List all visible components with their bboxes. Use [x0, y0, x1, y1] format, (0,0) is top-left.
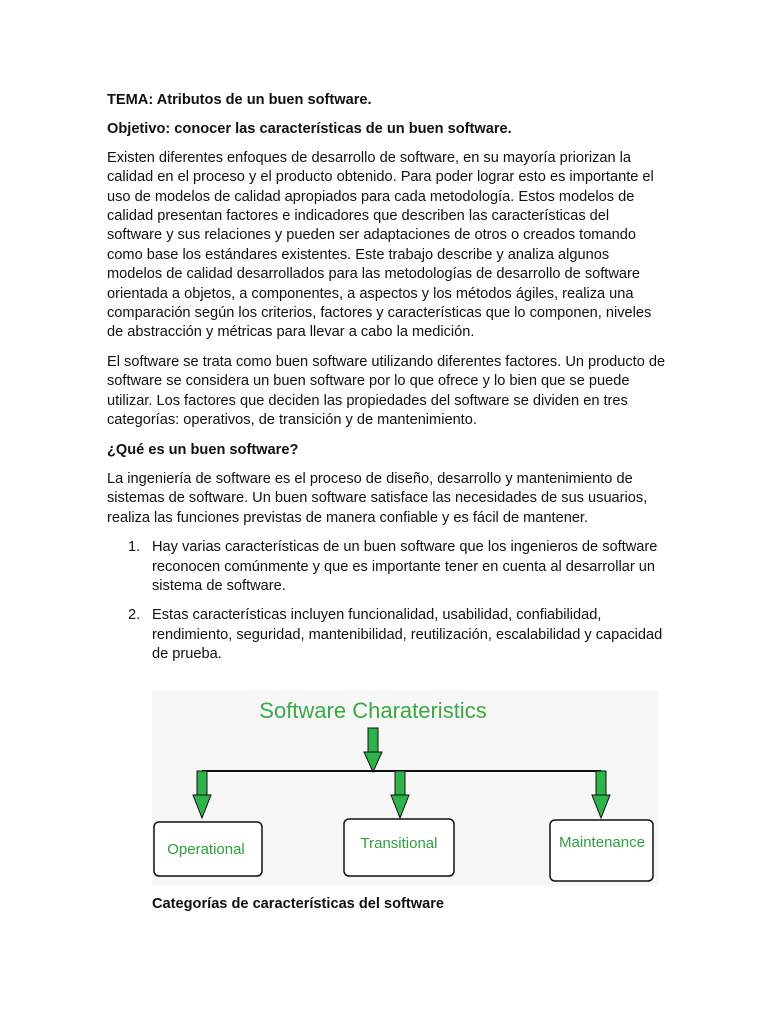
list-item-text: Estas características incluyen funcionalidad, usabilidad, confiabilidad, rendimiento, seguridad, mantenibilidad, reutilización, escalabilidad y capacidad de prueba. — [152, 607, 663, 663]
category-label: Transitional — [360, 835, 438, 852]
list-item-number: 1. — [128, 539, 141, 556]
document-topic: TEMA: Atributos de un buen software. — [107, 92, 372, 108]
diagram-title: Software Charateristics — [259, 698, 487, 723]
category-label: Maintenance — [559, 834, 645, 851]
software-characteristics-diagram — [152, 690, 658, 886]
category-box-transitional — [344, 819, 454, 876]
section-heading-good-software: ¿Qué es un buen software? — [107, 441, 299, 458]
document-body — [107, 91, 667, 675]
diagram-svg — [152, 690, 658, 886]
list-item — [128, 606, 667, 664]
list-item — [128, 538, 667, 596]
category-label: Operational — [167, 841, 245, 858]
list-item-number: 2. — [128, 607, 141, 624]
definition-paragraph: La ingeniería de software es el proceso de diseño, desarrollo y mantenimiento de sistemas de software. Un buen software satisface las necesidades de sus usuarios, realiza las funciones previstas de manera confiable y es fácil de mantener. — [107, 470, 648, 526]
factors-paragraph: El software se trata como buen software utilizando diferentes factores. Un producto de software se considera un buen software por lo que ofrece y lo bien que se puede utilizar. Los factores que deciden las propiedades del software se dividen en tres categorías: operativos, de transición y de mantenimiento. — [107, 353, 666, 429]
category-box-maintenance — [550, 820, 653, 881]
document-objective: Objetivo: conocer las características de un buen software. — [107, 121, 512, 138]
intro-paragraph: Existen diferentes enfoques de desarrollo de software, en su mayoría priorizan la calidad en el proceso y el producto obtenido. Para poder lograr esto es importante el uso de modelos de calidad apropiados para cada metodología. Estos modelos de calidad presentan factores e indicadores que describen las características del software y sus relaciones y pueden ser adaptaciones de otros o creados tomando como base los estándares existentes. Este trabajo describe y analiza algunos modelos de calidad desarrollados para las metodologías de desarrollo de software orientada a objetos, a componentes, a aspectos y los métodos ágiles, realiza una comparación según los criterios, factores y características que lo componen, niveles de abstracción y métricas para llevar a cabo la medición. — [107, 149, 654, 341]
list-item-text: Hay varias características de un buen software que los ingenieros de software reconocen comúnmente y que es importante tener en cuenta al desarrollar un sistema de software. — [152, 539, 658, 594]
figure-caption: Categorías de características del software — [152, 896, 445, 912]
characteristics-list — [107, 538, 667, 664]
category-box-operational — [154, 822, 262, 876]
